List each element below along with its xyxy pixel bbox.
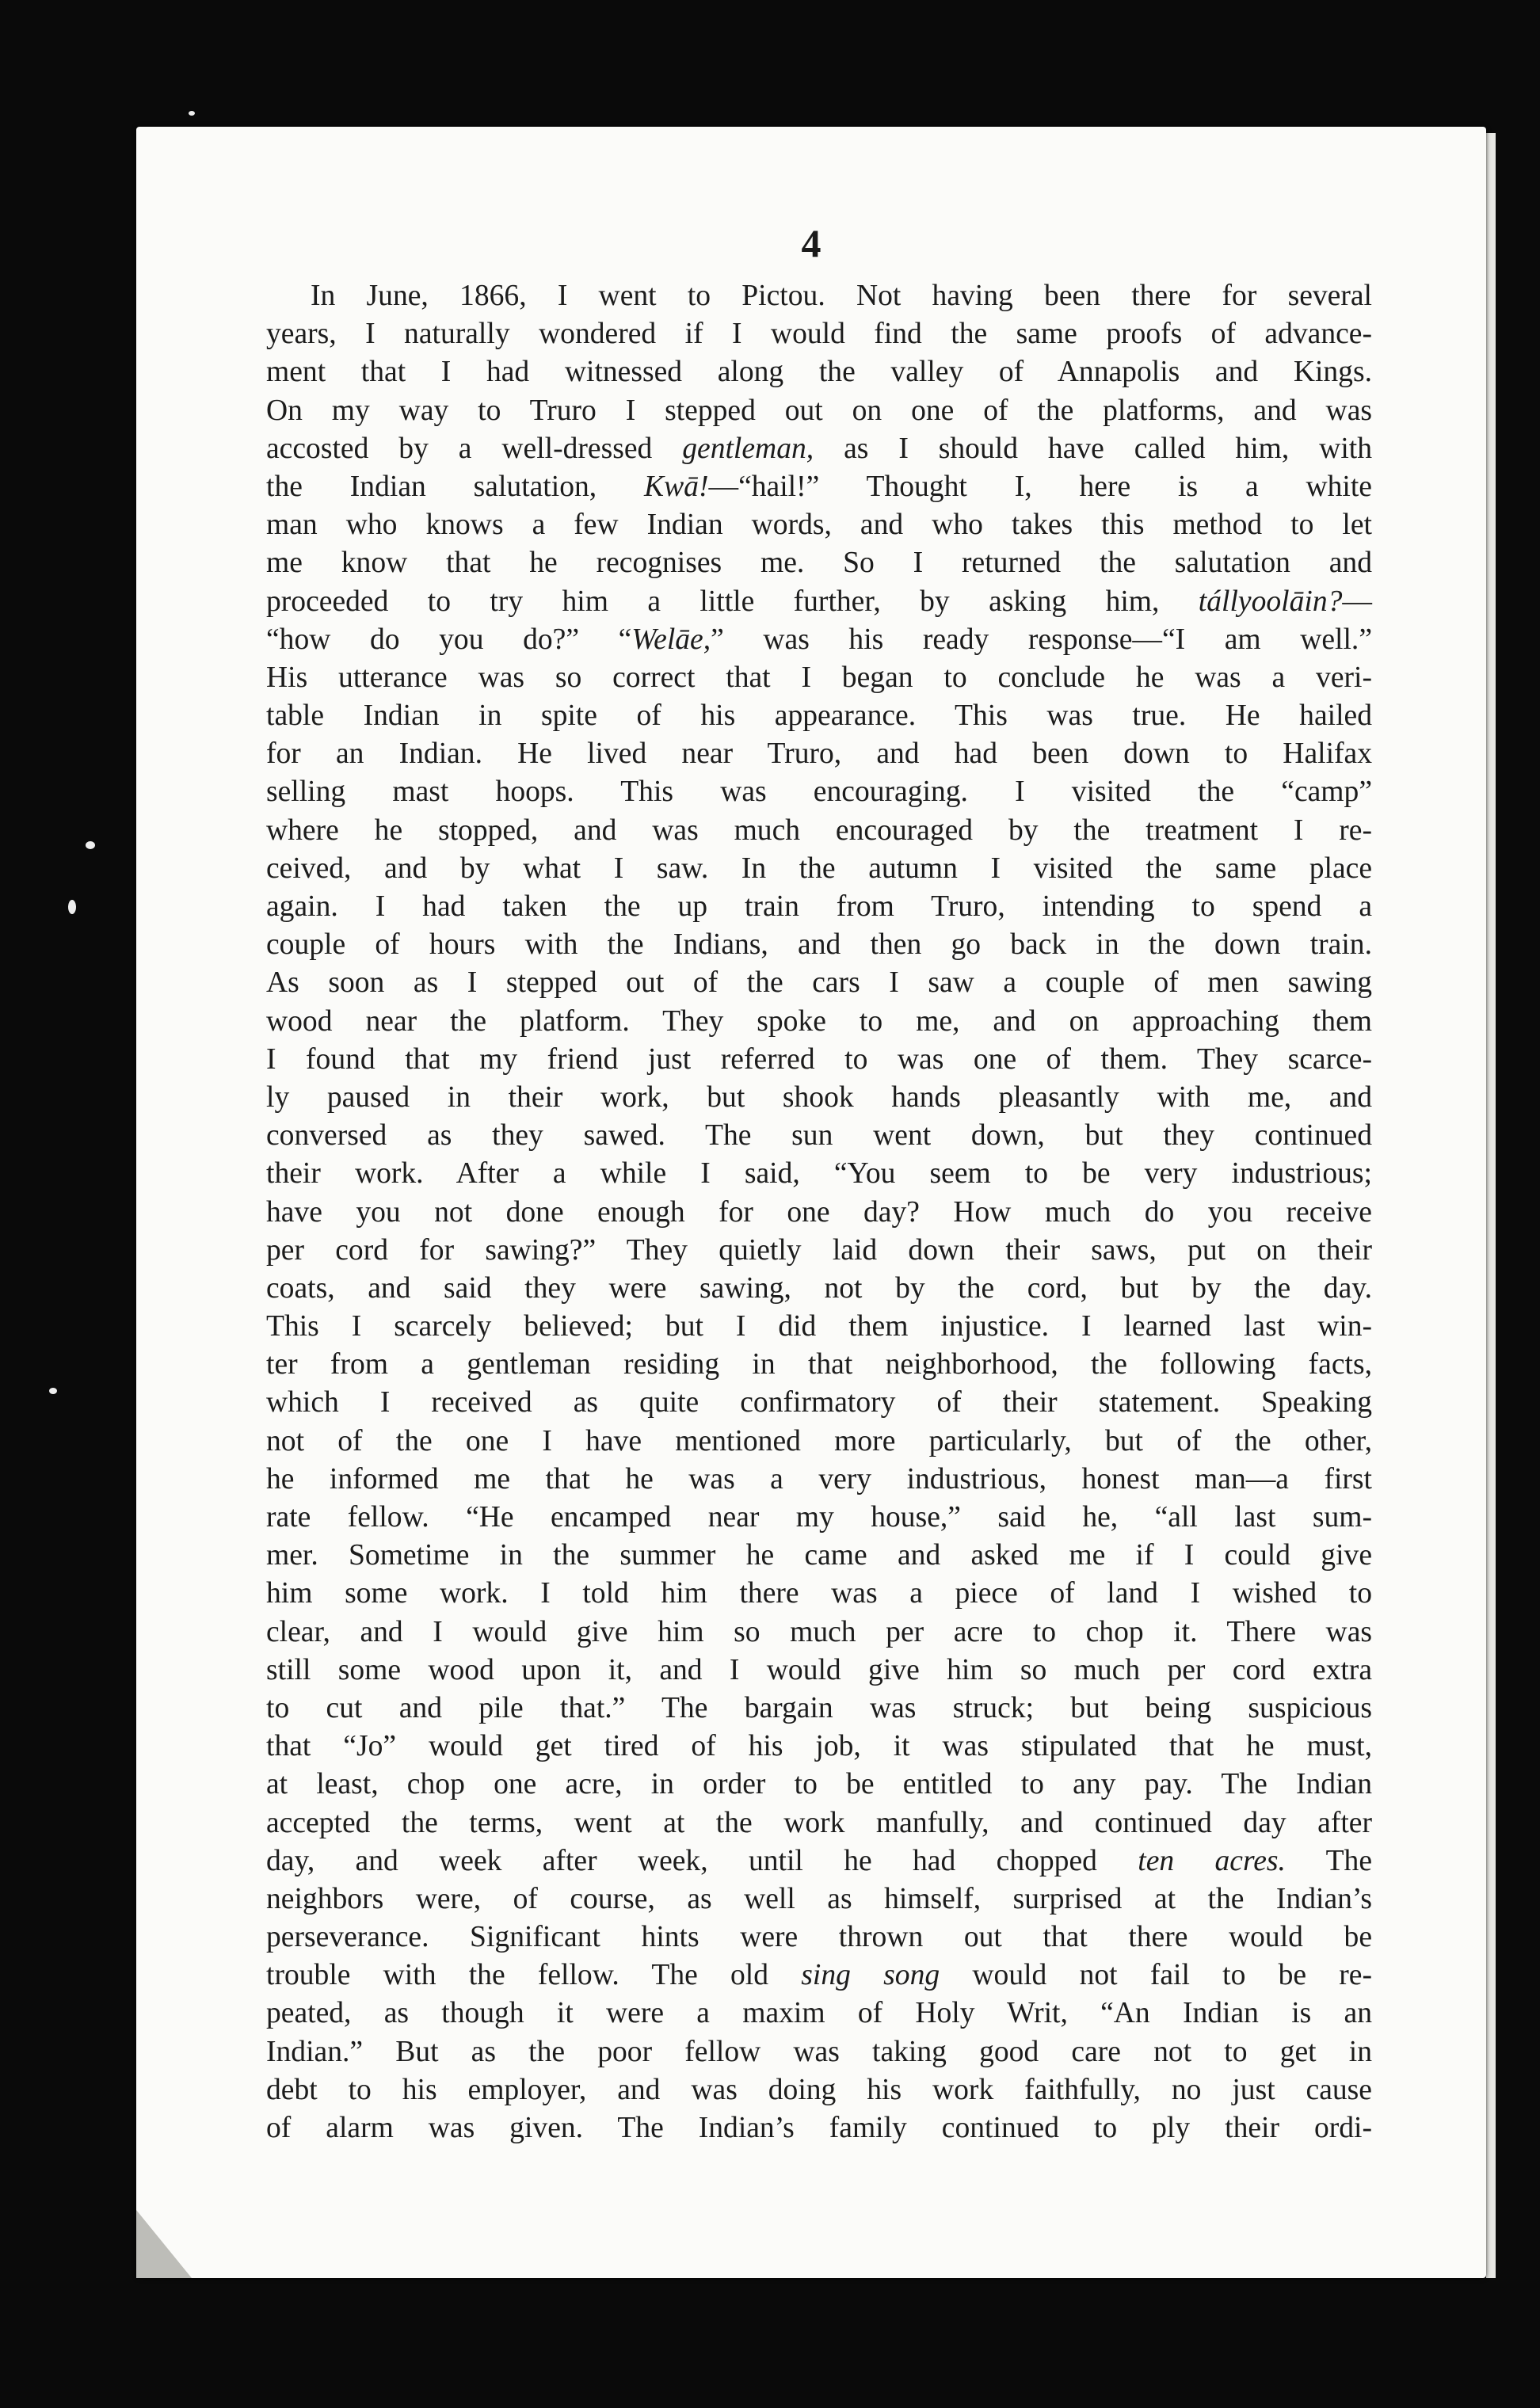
text-run: where he stopped, and was much encouraged by the treatment I re- [266,813,1372,847]
text-run: ” was his ready response—“I am well.” [711,623,1372,656]
text-run: In June, 1866, I went to Pictou. Not having been there for several [311,280,1372,312]
text-run: years, I naturally wondered if I would find the same proofs of advance- [266,318,1372,351]
text-run: per cord for sawing?” They quietly laid down their saws, put on their [266,1233,1372,1267]
text-line [266,1728,1372,1766]
text-line [266,1270,1372,1308]
text-line [266,1155,1372,1193]
text-line [266,1652,1372,1690]
text-line [266,812,1372,850]
text-line [266,430,1372,468]
text-line [266,1461,1372,1499]
text-run: accepted the terms, went at the work manfully, and continued day after [266,1806,1372,1839]
text-run: His utterance was so correct that I began to conclude he was a veri- [266,661,1372,694]
text-line [266,1079,1372,1117]
text-line [266,2109,1372,2147]
text-line [266,315,1372,353]
text-line [266,850,1372,888]
text-run: trouble with the fellow. The old [266,1959,802,1992]
text-line [266,1537,1372,1575]
text-run: conversed as they sawed. The sun went down, but they continued [266,1119,1372,1153]
text-line [266,1041,1372,1079]
text-run: peated, as though it were a maxim of Holy Writ, “An Indian is an [266,1997,1372,2030]
text-line [266,1614,1372,1652]
text-run: he informed me that he was a very industrious, honest man—a first [266,1462,1372,1495]
text-run: I found that my friend just referred to was one of them. They scarce- [266,1042,1372,1076]
text-line [266,773,1372,811]
text-run: at least, chop one acre, in order to be entitled to any pay. The Indian [266,1768,1372,1801]
text-line [266,1117,1372,1155]
text-line [266,1918,1372,1956]
text-line [266,1003,1372,1041]
text-run: would not fail to be re- [940,1959,1372,1992]
text-run: as I should have called him, with [814,432,1372,465]
text-run: mer. Sometime in the summer he came and asked me if I could give [266,1539,1372,1572]
page-corner-curl [136,2210,192,2278]
text-run: On my way to Truro I stepped out on one of the platforms, and was [266,394,1372,427]
text-line [266,277,1372,315]
text-run: neighbors were, of course, as well as himself, surprised at the Indian’s [266,1882,1372,1915]
text-run: again. I had taken the up train from Truro, intending to spend a [266,890,1372,923]
text-run: still some wood upon it, and I would give him so much per cord extra [266,1653,1372,1686]
italic-text-run: gentleman, [682,432,814,465]
text-run: to cut and pile that.” The bargain was struck; but being suspicious [266,1691,1372,1724]
text-line [266,621,1372,659]
text-run: wood near the platform. They spoke to me, and on approaching them [266,1004,1372,1038]
text-run: coats, and said they were sawing, not by the cord, but by the day. [266,1271,1372,1305]
text-run: for an Indian. He lived near Truro, and had been down to Halifax [266,737,1372,771]
text-line [266,1766,1372,1804]
text-run: accosted by a well-dressed [266,432,683,465]
text-line [266,659,1372,697]
text-run: couple of hours with the Indians, and then go back in the down train. [266,928,1372,962]
text-run: “how do you do?” “ [266,623,632,656]
text-line [266,1956,1372,1995]
text-line [266,353,1372,391]
text-run: ter from a gentleman residing in that neighborhood, the following facts, [266,1348,1372,1381]
text-line [266,1232,1372,1270]
text-line [266,1423,1372,1461]
text-run: him some work. I told him there was a piece of land I wished to [266,1577,1372,1610]
text-run: Indian.” But as the poor fellow was taking good care not to get in [266,2035,1372,2068]
text-run: selling mast hoops. This was encouraging. I visited the “camp” [266,775,1372,809]
text-run: As soon as I stepped out of the cars I saw a couple of men sawing [266,966,1372,1000]
right-page-edge [1486,133,1496,2278]
text-run: their work. After a while I said, “You seem to be very industrious; [266,1157,1372,1191]
text-line [266,468,1372,506]
text-run: have you not done enough for one day? How much do you receive [266,1195,1372,1229]
page-number: 4 [801,221,821,265]
text-line [266,544,1372,582]
italic-text-run: tállyoolāin? [1198,585,1343,618]
text-run: This I scarcely believed; but I did them injustice. I learned last win- [266,1310,1372,1343]
text-line [266,964,1372,1002]
text-run: —“hail!” Thought I, here is a white [708,470,1372,503]
text-line [266,888,1372,926]
text-run: not of the one I have mentioned more particularly, but of the other, [266,1424,1372,1457]
text-run: rate fellow. “He encamped near my house,” said he, “all last sum- [266,1501,1372,1534]
text-line [266,1880,1372,1918]
text-line [266,1575,1372,1613]
text-run: perseverance. Significant hints were thrown out that there would be [266,1921,1372,1954]
scanned-page [136,127,1486,2278]
text-run: table Indian in spite of his appearance. This was true. He hailed [266,699,1372,733]
text-line [266,735,1372,773]
italic-text-run: sing song [801,1959,940,1992]
text-line [266,1842,1372,1880]
text-run: day, and week after week, until he had chopped [266,1844,1138,1877]
text-run: debt to his employer, and was doing his work faithfully, no just cause [266,2073,1372,2106]
text-line [266,697,1372,735]
text-run: that “Jo” would get tired of his job, it was stipulated that he must, [266,1730,1372,1763]
text-run: ment that I had witnessed along the valley of Annapolis and Kings. [266,356,1372,389]
text-run: me know that he recognises me. So I returned the salutation and [266,547,1372,580]
text-run: ceived, and by what I saw. In the autumn I visited the same place [266,852,1372,885]
text-run: clear, and I would give him so much per acre to chop it. There was [266,1615,1372,1648]
text-line [266,1690,1372,1728]
text-line [266,392,1372,430]
text-run: — [1342,585,1372,618]
text-run: man who knows a few Indian words, and who takes this method to let [266,509,1372,542]
text-line [266,1308,1372,1346]
text-line [266,1346,1372,1384]
text-run: proceeded to try him a little further, by asking him, [266,585,1199,618]
text-run: ly paused in their work, but shook hands pleasantly with me, and [266,1080,1372,1114]
text-line [266,926,1372,964]
body-text [266,277,1372,2147]
italic-text-run: Kwā! [644,470,709,503]
text-run: the Indian salutation, [266,470,645,503]
text-line [266,1804,1372,1842]
text-line [266,506,1372,544]
text-run: of alarm was given. The Indian’s family continued to ply their ordi- [266,2112,1372,2144]
text-line [266,583,1372,621]
text-line [266,1384,1372,1422]
text-line [266,2033,1372,2071]
text-run: which I received as quite confirmatory of their statement. Speaking [266,1386,1372,1419]
text-run: The [1285,1844,1373,1877]
text-line [266,2071,1372,2109]
italic-text-run: Welāe, [631,623,711,656]
italic-text-run: ten acres. [1138,1844,1286,1877]
text-line [266,1194,1372,1232]
text-line [266,1995,1372,2033]
text-line [266,1499,1372,1537]
